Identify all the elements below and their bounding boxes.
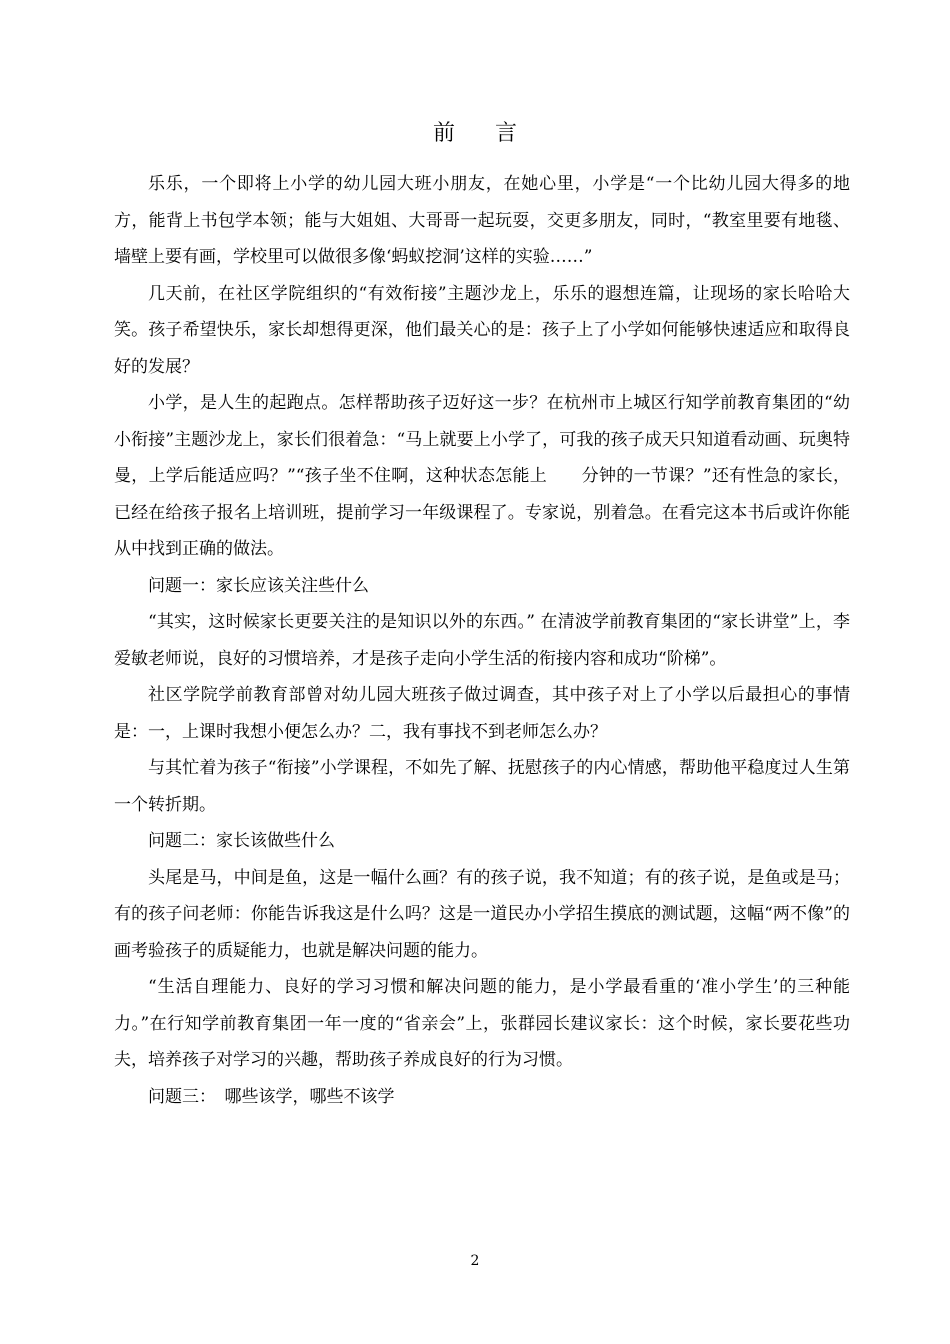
paragraph-starting-point: 小学，是人生的起跑点。怎样帮助孩子迈好这一步？在杭州市上城区行知学前教育集团的“幼小衔接”主题沙龙上，家长们很着急：“马上就要上小学了，可我的孩子成天只知道看动画、玩奥特曼，上学后能适应吗？”“孩子坐不住啊，这种状态怎能上 分钟的一节课？”还有性急的家长，已经在给孩子报名上培训班，提前学习一年级课程了。专家说，别着急。在看完这本书后或许你能从中找到正确的做法。 <box>114 393 850 559</box>
paragraph-three-abilities: “生活自理能力、良好的学习习惯和解决问题的能力，是小学最看重的‘准小学生’的三种能力。”在行知学前教育集团一年一度的“省亲会”上，张群园长建议家长：这个时候，家长要花些功夫，培养孩子对学习的兴趣，帮助孩子养成良好的行为习惯。 <box>114 977 850 1070</box>
heading-question-two: 问题二：家长该做些什么 <box>148 831 335 851</box>
page-number: 2 <box>470 1253 480 1269</box>
paragraph-intro: 乐乐，一个即将上小学的幼儿园大班小朋友，在她心里，小学是“一个比幼儿园大得多的地方，能背上书包学本领；能与大姐姐、大哥哥一起玩耍，交更多朋友，同时，“教室里要有地毯、墙壁上要有画，学校里可以做很多像‘蚂蚁挖洞’这样的实验……” <box>114 174 850 267</box>
title-char-right: 言 <box>495 121 518 146</box>
paragraph-habits: “其实，这时候家长更要关注的是知识以外的东西。” 在清波学前教育集团的“家长讲堂”上，李爱敏老师说，良好的习惯培养，才是孩子走向小学生活的衔接内容和成功“阶梯”。 <box>114 612 850 669</box>
title-char-left: 前 <box>432 121 455 146</box>
paragraph-survey: 社区学院学前教育部曾对幼儿园大班孩子做过调查，其中孩子对上了小学以后最担心的事情是：一，上课时我想小便怎么办？二，我有事找不到老师怎么办？ <box>114 685 850 742</box>
paragraph-test-question: 头尾是马，中间是鱼，这是一幅什么画？有的孩子说，我不知道；有的孩子说，是鱼或是马；有的孩子问老师：你能告诉我这是什么吗？这是一道民办小学招生摸底的测试题，这幅“两不像”的画考验孩子的质疑能力，也就是解决问题的能力。 <box>114 867 850 961</box>
document-body <box>114 166 850 1115</box>
heading-question-three: 问题三： 哪些该学，哪些不该学 <box>148 1086 395 1107</box>
page-title <box>0 118 950 150</box>
heading-question-one: 问题一：家长应该关注些什么 <box>148 575 369 596</box>
paragraph-emotions: 与其忙着为孩子“衔接”小学课程，不如先了解、抚慰孩子的内心情感，帮助他平稳度过人生第一个转折期。 <box>114 758 850 815</box>
paragraph-salon: 几天前，在社区学院组织的“有效衔接”主题沙龙上，乐乐的遐想连篇，让现场的家长哈哈大笑。孩子希望快乐，家长却想得更深，他们最关心的是：孩子上了小学如何能够快速适应和取得良好的发展？ <box>114 283 850 377</box>
